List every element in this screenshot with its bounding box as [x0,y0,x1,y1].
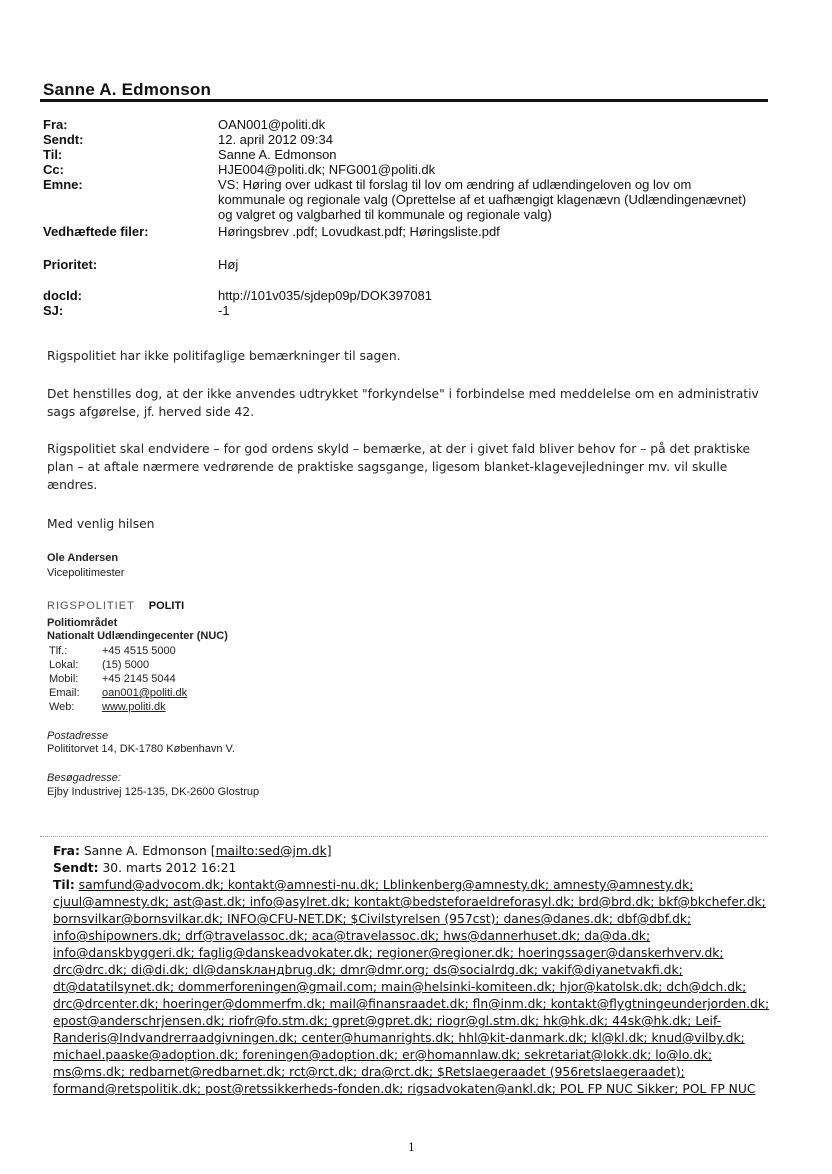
cc-label: Cc: [43,162,64,177]
sj-label: SJ: [43,303,64,318]
dept-line-2: Nationalt Udlændingecenter (NUC) [47,630,228,642]
closing-greeting: Med venlig hilsen [47,517,155,531]
forward-sendt-row: Sendt: 30. marts 2012 16:21 [53,861,237,875]
email-link[interactable]: oan001@politi.dk [102,687,188,699]
forward-til-row-5: drc@drc.dk; di@di.dk; dl@danskландbrug.dk; dmr@dmr.org; ds@socialrdg.dk; vakif@diyanetvakfi.dk; [53,963,683,977]
til-label: Til: [43,147,63,162]
page-number: 1 [408,1141,415,1154]
forward-til-row-4: info@danskbyggeri.dk; faglig@danskeadvokater.dk; regioner@regioner.dk; hoeringssager@danskerhverv.dk; [53,946,724,960]
forward-til-row-1: cjuul@amnesty.dk; ast@ast.dk; info@asylret.dk; kontakt@bedsteforaeldreforasyl.dk; brd@brd.dk; bkf@bkchefer.dk; [53,895,766,909]
forward-til-row-2: bornsvilkar@bornsvilkar.dk; INFO@CFU-NET.DK; $Civilstyrelsen (957cst); danes@danes.dk; dbf@dbf.dk; [53,912,692,926]
til-value: Sanne A. Edmonson [218,147,337,162]
prioritet-label: Prioritet: [43,257,98,272]
prioritet-value: Høj [218,257,239,272]
fra-label: Fra: [43,117,68,132]
fra-value: OAN001@politi.dk [218,117,326,132]
title-divider [40,99,768,102]
body-paragraph-3: Rigspolitiet skal endvidere – for god ordens skyld – bemærke, at der i givet fald bliver behov for – på det praktiske plan – at aftale nærmere vedrørende de praktiske sagsgange, ligesom blanket-klagevejledninger mv. vil skulle ændres. [47,442,751,492]
forward-til-row-11: ms@ms.dk; redbarnet@redbarnet.dk; rct@rct.dk; dra@rct.dk; $Retslaegeraadet (956retslaegeraadet); [53,1065,685,1079]
politi-logo-text: POLITI [148,600,185,612]
contact-web: Web: www.politi.dk [49,701,166,713]
body-paragraph-1: Rigspolitiet har ikke politifaglige bemærkninger til sagen. [47,349,401,363]
emne-value: VS: Høring over udkast til forslag til lov om ændring af udlændingeloven og lov om kommunale og regionale valg (Oprettelse af et uafhængigt klagenævn (Udlændingenævnet) og valgret og valgbarhed til kommunale og regionale valg) [218,177,747,222]
sender-title: Sanne A. Edmonson [43,80,212,99]
contact-local: Lokal: (15) 5000 [49,659,150,671]
forward-til-row-10: michael.paaske@adoption.dk; foreningen@adoption.dk; er@homannlaw.dk; sekretariat@lokk.dk; lo@lo.dk; [53,1048,713,1062]
docid-value: http://101v035/sjdep09p/DOK397081 [218,288,432,303]
contact-mobile: Mobil: +45 2145 5044 [49,673,176,685]
forward-til-row-12: formand@retspolitik.dk; post@retssikkerheds-fonden.dk; rigsadvokaten@ankl.dk; POL FP NUC Sikker; POL FP NUC [53,1082,756,1096]
forward-til-row-6: dt@datatilsynet.dk; dommerforeningen@gmail.com; main@helsinki-komiteen.dk; hjor@katolsk.dk; dch@dch.dk; [53,980,747,994]
post-address-value: Polititorvet 14, DK-1780 København V. [47,743,235,755]
docid-label: docId: [43,288,82,303]
sendt-label: Sendt: [43,132,84,147]
mailto-link[interactable]: [mailto:sed@jm.dk] [210,844,332,858]
contact-email: Email: oan001@politi.dk [49,687,188,699]
signature-role: Vicepolitimester [47,567,125,579]
logo-left-text: RIGSPOLITIET [47,600,135,612]
visit-address-label: Besøgadresse: [47,772,121,784]
forward-divider [40,836,768,837]
post-address-label: Postadresse [47,730,109,742]
sendt-value: 12. april 2012 09:34 [218,132,333,147]
vedh-label: Vedhæftede filer: [43,224,149,239]
dept-line-1: Politiområdet [47,617,118,629]
forward-til-row-7: drc@drcenter.dk; hoeringer@dommerfm.dk; mail@finansraadet.dk; fln@inm.dk; kontakt@flygtningeunderjorden.dk; [53,997,770,1011]
forward-til-row-3: info@shipowners.dk; drf@travelassoc.dk; aca@travelassoc.dk; hws@dannerhuset.dk; da@da.dk; [53,929,651,943]
forward-til-row-0: Til: samfund@advocom.dk; kontakt@amnesti-nu.dk; Lblinkenberg@amnesty.dk; amnesty@amnesty.dk; [53,878,694,892]
sj-value: -1 [218,303,230,318]
visit-address-value: Ejby Industrivej 125-135, DK-2600 Glostrup [47,786,260,798]
emne-label: Emne: [43,177,83,192]
body-paragraph-2: Det henstilles dog, at der ikke anvendes udtrykket "forkyndelse" i forbindelse med meddelelse om en administrativ sags afgørelse, jf. herved side 42. [47,387,759,419]
forward-til-row-9: Randeris@Indvandrerraadgivningen.dk; center@humanrights.dk; hhl@kit-danmark.dk; kl@kl.dk; knud@vilby.dk; [53,1031,745,1045]
rigspolitiet-logo [47,600,184,612]
attachments-value[interactable]: Høringsbrev .pdf; Lovudkast.pdf; Høringsliste.pdf [218,224,500,239]
signature-name: Ole Andersen [47,552,119,564]
web-link[interactable]: www.politi.dk [102,701,166,713]
cc-value: HJE004@politi.dk; NFG001@politi.dk [218,162,436,177]
forward-fra-row: Fra: Sanne A. Edmonson [mailto:sed@jm.dk] [53,844,332,858]
contact-phone: Tlf.: +45 4515 5000 [49,645,176,657]
forward-til-row-8: epost@anderschrjensen.dk; riofr@fo.stm.dk; gpret@gpret.dk; riogr@gl.stm.dk; hk@hk.dk; 44sk@hk.dk; Leif- [53,1014,722,1028]
